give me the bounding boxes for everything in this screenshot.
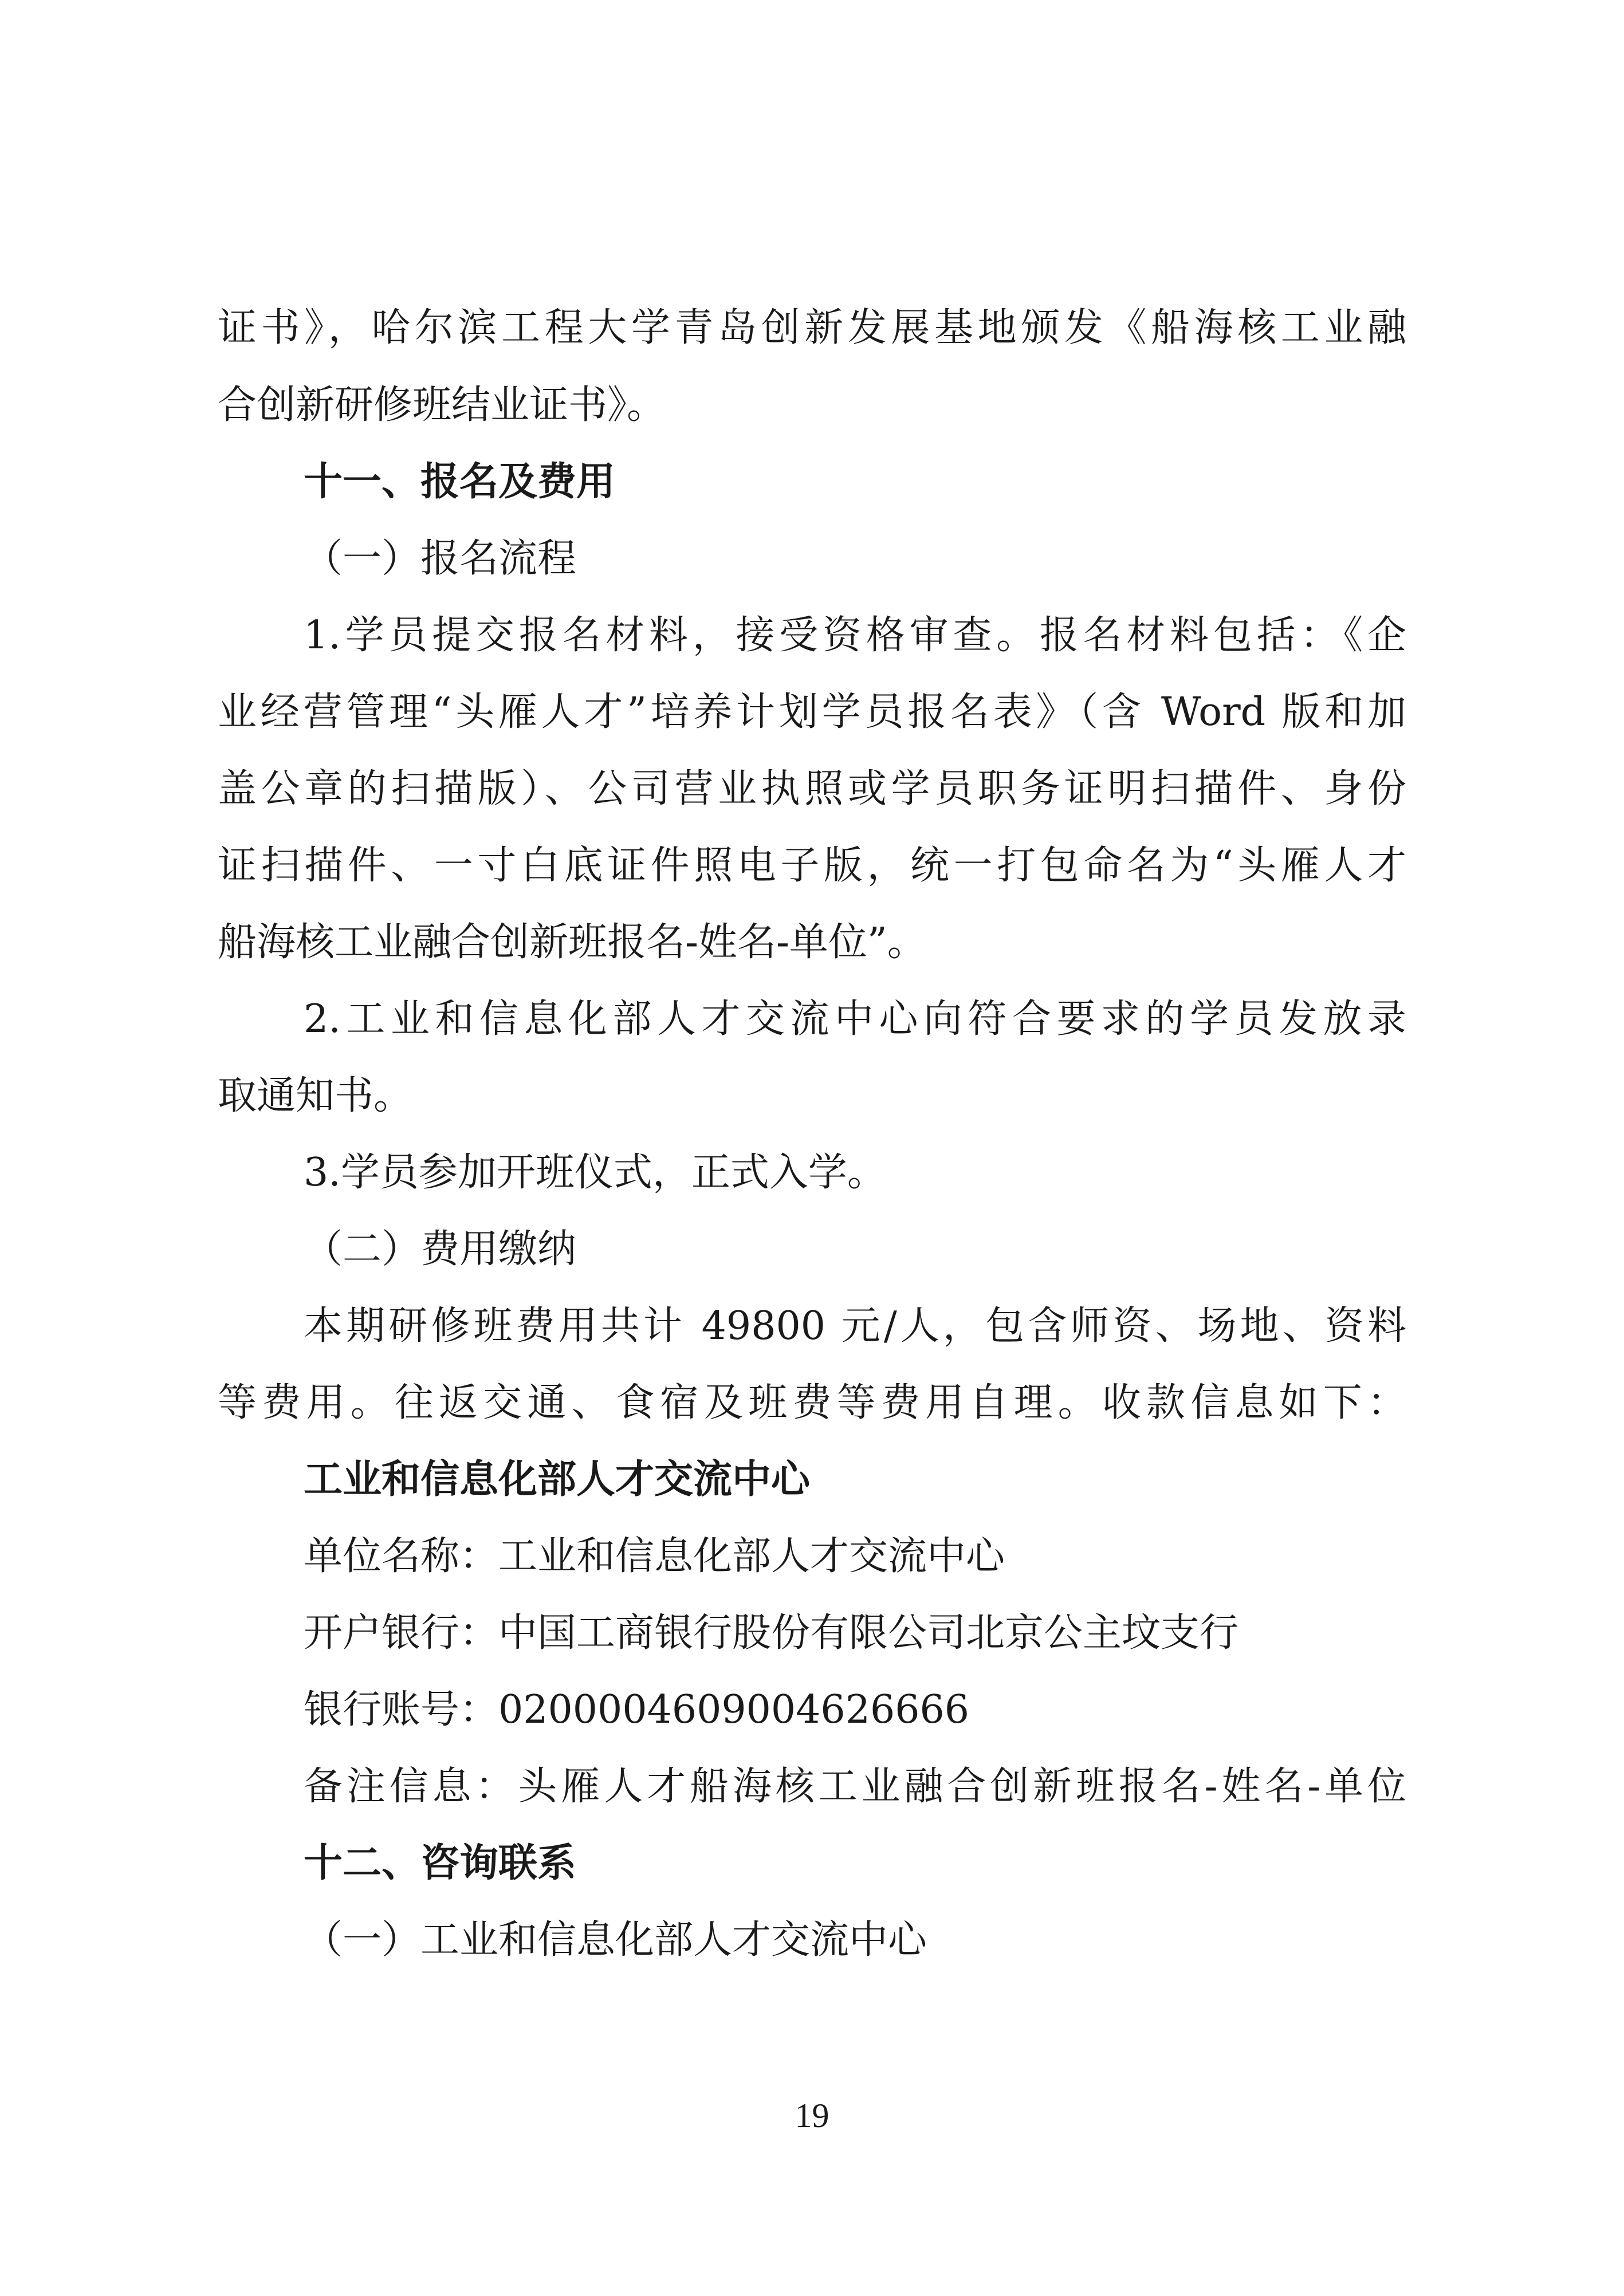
unit-name-row: 单位名称：工业和信息化部人才交流中心 bbox=[304, 1534, 1005, 1579]
bank-row: 开户银行：中国工商银行股份有限公司北京公主坟支行 bbox=[304, 1610, 1239, 1656]
text-line: 业经营管理“头雁人才”培养计划学员报名表》（含 Word 版和加 bbox=[218, 690, 1406, 735]
text-line: 等费用。往返交通、食宿及班费等费用自理。收款信息如下： bbox=[218, 1380, 1406, 1425]
subsection-heading: （一）工业和信息化部人才交流中心 bbox=[304, 1917, 927, 1963]
subsection-heading: （二）费用缴纳 bbox=[304, 1227, 577, 1272]
account-number-row: 银行账号：0200004609004626666 bbox=[304, 1687, 970, 1732]
text-line: 合创新研修班结业证书》。 bbox=[218, 383, 666, 428]
subsection-heading: （一）报名流程 bbox=[304, 536, 577, 581]
text-line: 1.学员提交报名材料，接受资格审查。报名材料包括：《企 bbox=[304, 613, 1406, 658]
remark-row: 备注信息：头雁人才船海核工业融合创新班报名-姓名-单位 bbox=[304, 1764, 1406, 1809]
section-heading: 十二、咨询联系 bbox=[304, 1841, 577, 1886]
page-number: 19 bbox=[795, 2097, 829, 2134]
text-line: 船海核工业融合创新班报名-姓名-单位”。 bbox=[218, 920, 926, 965]
text-line: 2.工业和信息化部人才交流中心向符合要求的学员发放录 bbox=[304, 997, 1406, 1042]
text-line: 证扫描件、一寸白底证件照电子版，统一打包命名为“头雁人才 bbox=[218, 843, 1406, 888]
text-line: 取通知书。 bbox=[218, 1073, 413, 1119]
section-heading: 十一、报名及费用 bbox=[304, 459, 616, 505]
text-line: 证书》，哈尔滨工程大学青岛创新发展基地颁发《船海核工业融 bbox=[218, 305, 1406, 350]
payee-heading: 工业和信息化部人才交流中心 bbox=[304, 1457, 811, 1502]
text-line: 盖公章的扫描版）、公司营业执照或学员职务证明扫描件、身份 bbox=[218, 766, 1406, 812]
text-line: 本期研修班费用共计 49800 元/人，包含师资、场地、资料 bbox=[304, 1303, 1406, 1349]
text-line: 3.学员参加开班仪式，正式入学。 bbox=[304, 1150, 886, 1195]
